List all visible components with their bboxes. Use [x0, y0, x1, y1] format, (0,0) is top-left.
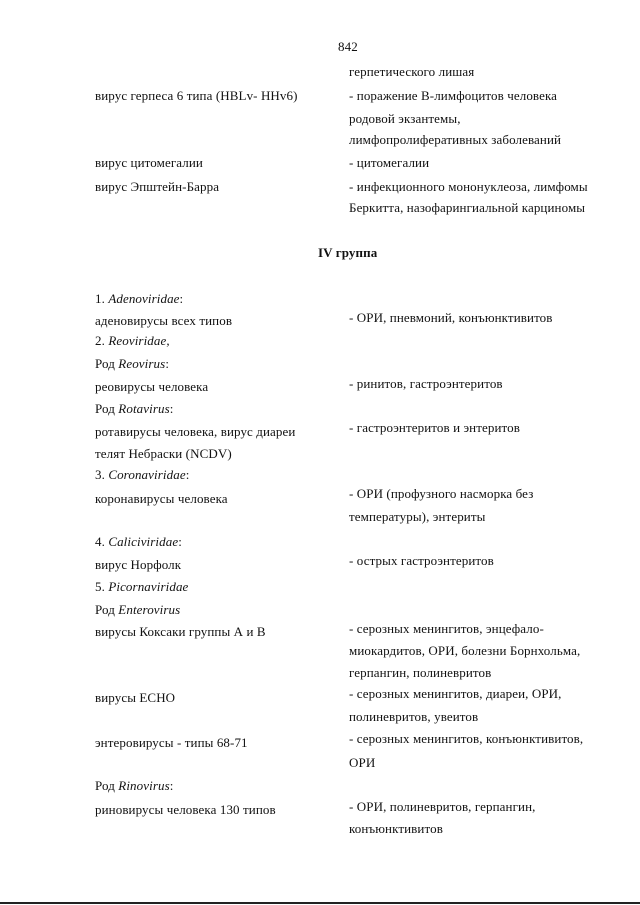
disease-text: - серозных менингитов, энцефало-: [349, 621, 544, 636]
disease-text: лимфопролиферативных заболеваний: [349, 132, 562, 147]
disease-text: герпангин, полиневритов: [349, 665, 492, 680]
page-number: 842: [338, 39, 358, 54]
virus-name: реовирусы человека: [95, 379, 209, 394]
disease-text: - инфекционного мононуклеоза, лимфомы: [349, 179, 588, 194]
disease-text: конъюнктивитов: [349, 821, 443, 836]
virus-name: энтеровирусы - типы 68-71: [95, 735, 248, 750]
virus-name: телят Небраски (NCDV): [95, 446, 232, 461]
virus-name: вирус Норфолк: [95, 557, 182, 572]
family-heading: 1. Adenoviridae:: [95, 291, 184, 306]
disease-text: - гастроэнтеритов и энтеритов: [349, 420, 520, 435]
disease-text: - серозных менингитов, конъюнктивитов,: [349, 731, 584, 746]
disease-text: - ОРИ (профузного насморка без: [349, 486, 534, 501]
virus-name: вирус цитомегалии: [95, 155, 203, 170]
disease-text: температуры), энтериты: [349, 509, 486, 524]
family-heading: 5. Picornaviridae: [95, 579, 189, 594]
virus-name: вирусы Коксаки группы А и В: [95, 624, 266, 639]
disease-text: - ринитов, гастроэнтеритов: [349, 376, 503, 391]
virus-name: вирусы ЕСНО: [95, 690, 176, 705]
disease-text: - серозных менингитов, диареи, ОРИ,: [349, 686, 562, 701]
genus-heading: Род Enterovirus: [95, 602, 181, 617]
virus-name: коронавирусы человека: [95, 491, 228, 506]
page-bottom-border: [0, 902, 640, 904]
family-heading: 4. Caliciviridae:: [95, 534, 182, 549]
genus-heading: Род Reovirus:: [95, 356, 170, 371]
genus-heading: Род Rotavirus:: [95, 401, 174, 416]
disease-text: родовой экзантемы,: [349, 111, 461, 126]
family-heading: 2. Reoviridae,: [95, 333, 170, 348]
disease-text: миокардитов, ОРИ, болезни Борнхольма,: [349, 643, 581, 658]
disease-text: ОРИ: [349, 755, 376, 770]
section-heading: IV группа: [318, 245, 378, 260]
disease-text: - острых гастроэнтеритов: [349, 553, 494, 568]
family-heading: 3. Coronaviridae:: [95, 467, 190, 482]
disease-text: - цитомегалии: [349, 155, 430, 170]
disease-text: - поражение В-лимфоцитов человека: [349, 88, 558, 103]
disease-text: полиневритов, увеитов: [349, 709, 479, 724]
disease-text: - ОРИ, пневмоний, конъюнктивитов: [349, 310, 553, 325]
genus-heading: Род Rinovirus:: [95, 778, 174, 793]
virus-name: риновирусы человека 130 типов: [95, 802, 276, 817]
virus-name: вирус Эпштейн-Барра: [95, 179, 220, 194]
text-line: герпетического лишая: [349, 64, 475, 79]
virus-name: вирус герпеса 6 типа (HBLv- HHv6): [95, 88, 298, 103]
virus-name: аденовирусы всех типов: [95, 313, 233, 328]
virus-name: ротавирусы человека, вирус диареи: [95, 424, 296, 439]
disease-text: - ОРИ, полиневритов, герпангин,: [349, 799, 536, 814]
disease-text: Беркитта, назофарингиальной карциномы: [349, 200, 586, 215]
